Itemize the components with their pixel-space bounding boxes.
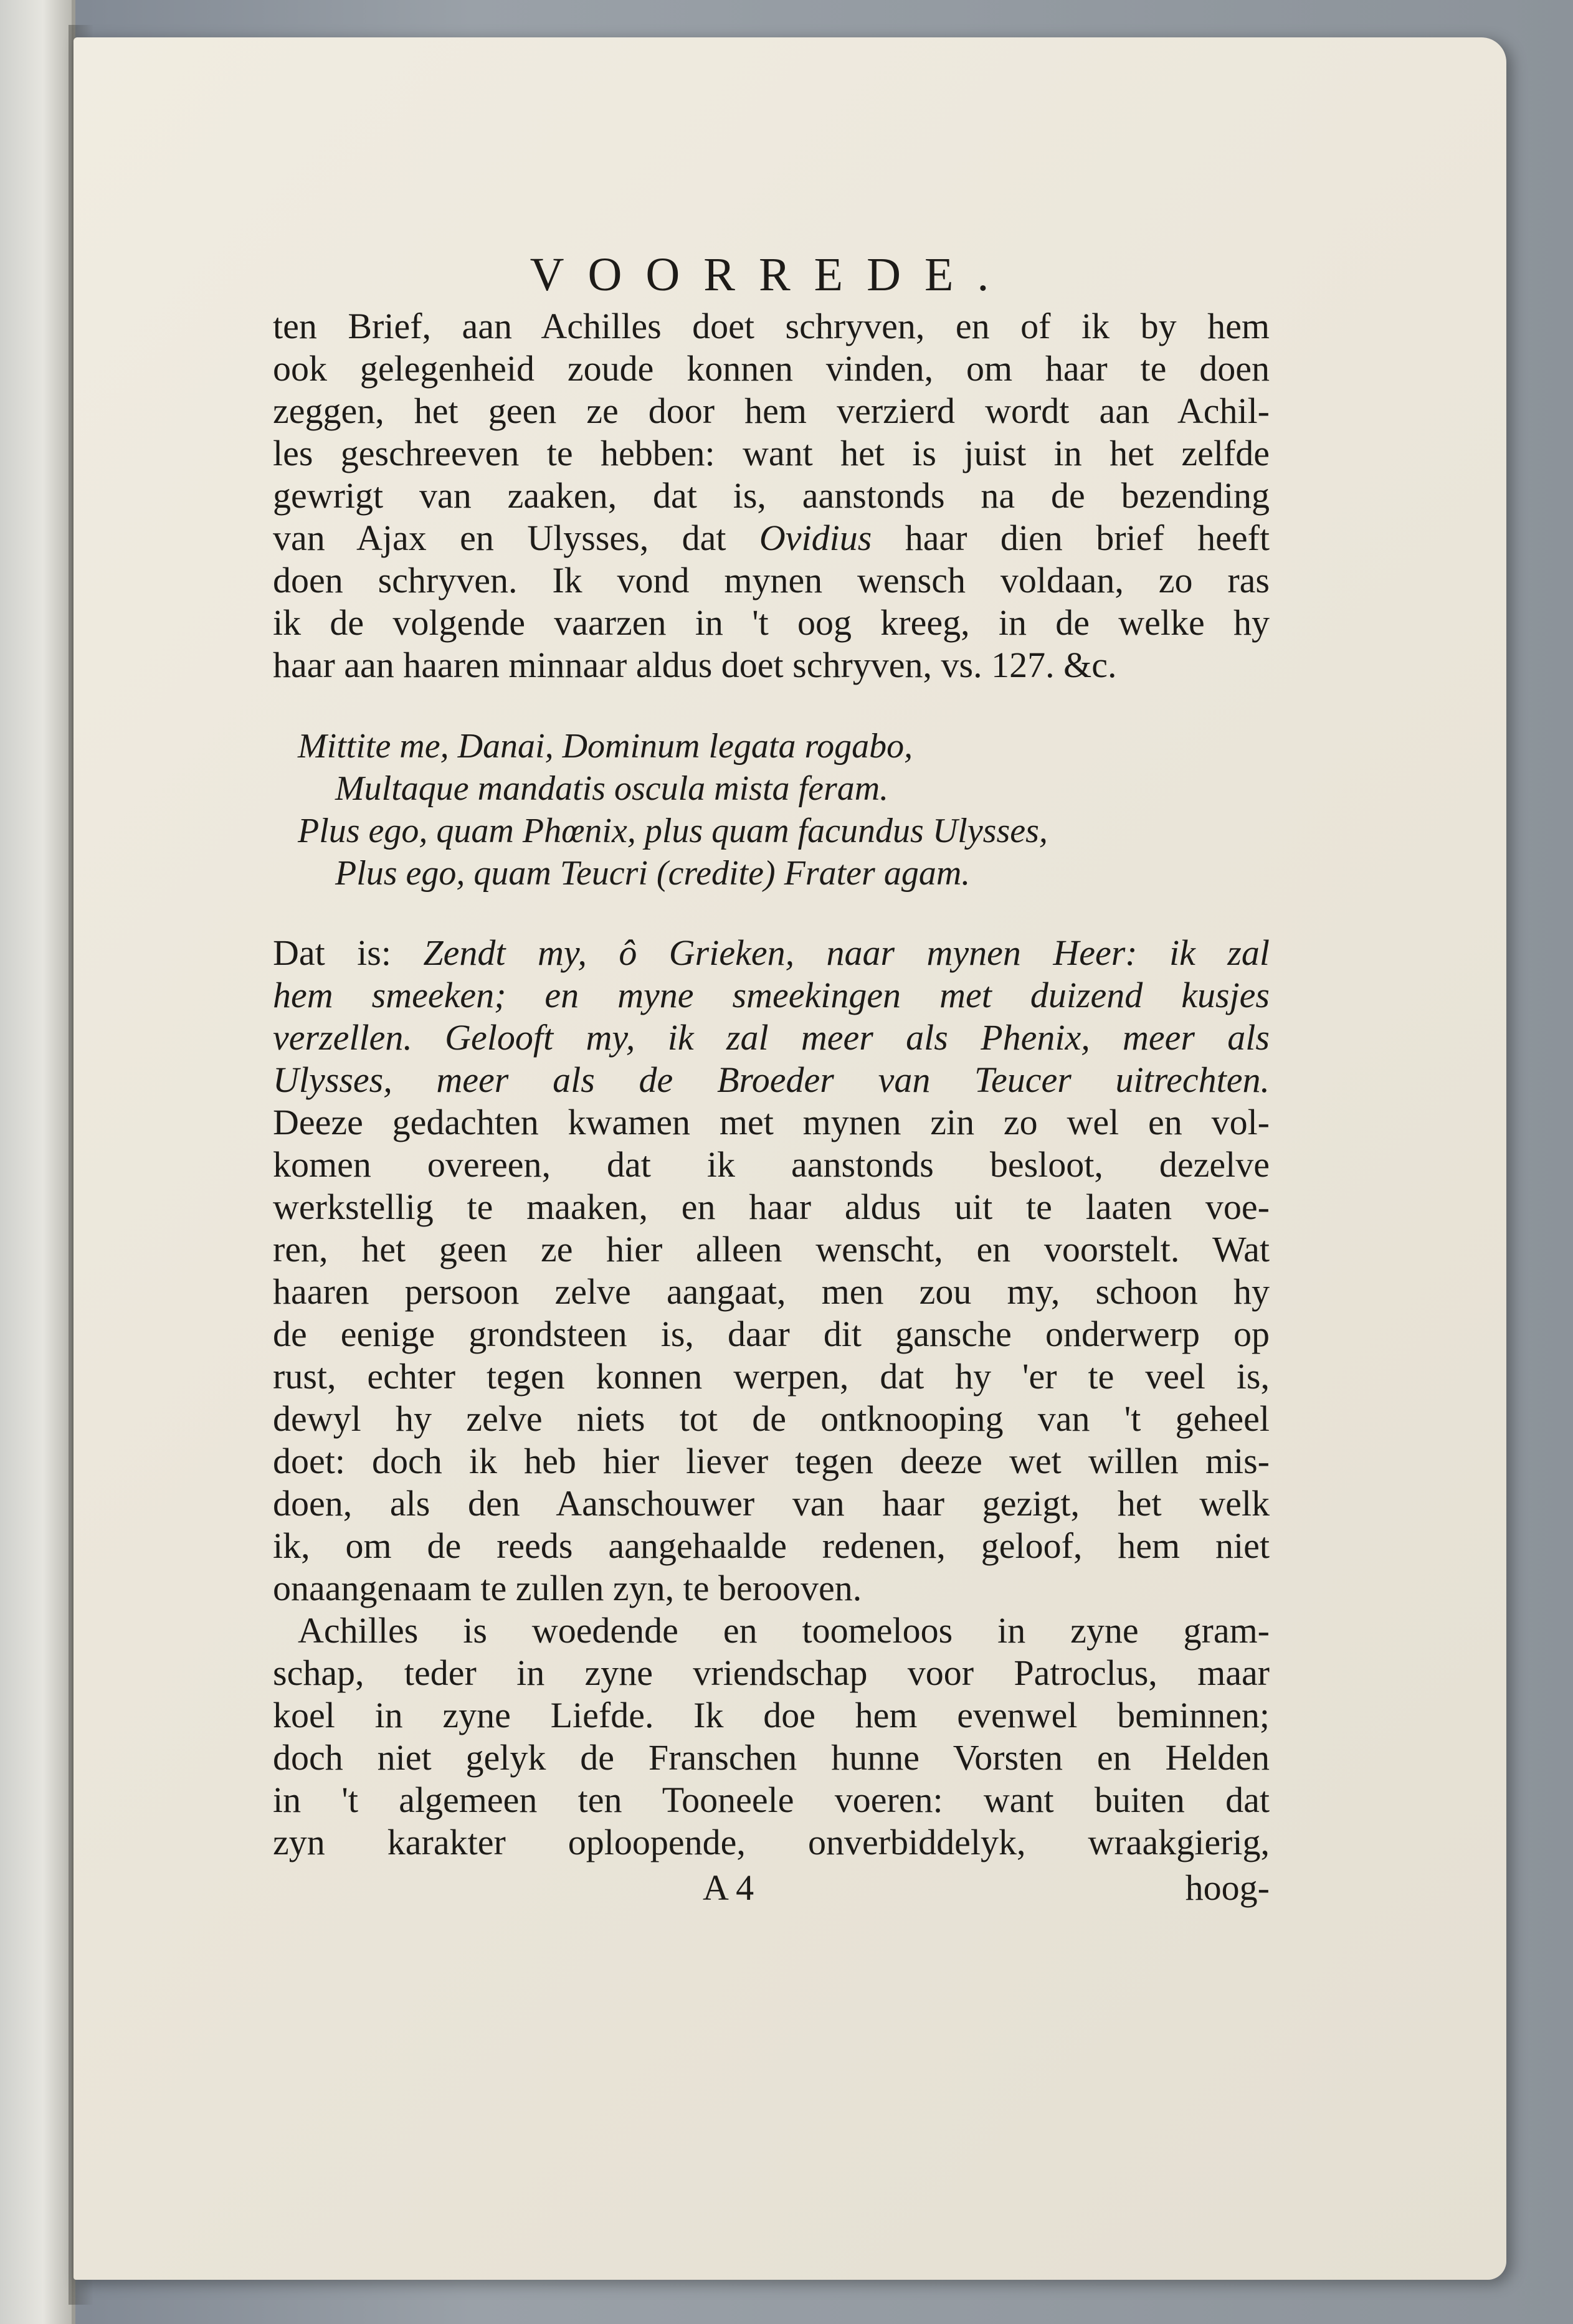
left-page-edge	[0, 0, 75, 2324]
text-line: ik, om de reeds aangehaalde redenen, geloof, hem niet	[273, 1525, 1270, 1566]
text-line: les geschreeven te hebben: want het is juist in het zelfde	[273, 432, 1270, 473]
page-text-area	[273, 249, 1270, 1910]
signature-mark: A 4	[703, 1867, 754, 1908]
verse-line: Multaque mandatis oscula mista feram.	[335, 769, 889, 808]
text-line: zeggen, het geen ze door hem verzierd wordt aan Achil-	[273, 390, 1270, 431]
text-line: zyn karakter oploopende, onverbiddelyk, wraakgierig,	[273, 1821, 1270, 1862]
paragraph-2	[273, 932, 1270, 1610]
text-line: in 't algemeen ten Tooneele voeren: want buiten dat	[273, 1779, 1270, 1820]
running-head: VOORREDE.	[530, 249, 1013, 301]
text-line: rust, echter tegen konnen werpen, dat hy 'er te veel is,	[273, 1355, 1270, 1397]
text-line: Dat is: Zendt my, ô Grieken, naar mynen Heer: ik zal	[273, 932, 1270, 973]
text-line: dewyl hy zelve niets tot de ontknooping van 't geheel	[273, 1398, 1270, 1439]
text-line: de eenige grondsteen is, daar dit gansche onderwerp op	[273, 1313, 1270, 1354]
catchword: hoog-	[1185, 1867, 1270, 1908]
latin-verse-quotation	[298, 725, 1270, 894]
paragraph-3	[273, 1610, 1270, 1864]
text-line: verzellen. Gelooft my, ik zal meer als Phenix, meer als	[273, 1017, 1270, 1058]
paragraph-1	[273, 305, 1270, 686]
book-page	[74, 37, 1506, 2280]
text-line: werkstellig te maaken, en haar aldus uit te laaten voe-	[273, 1186, 1270, 1227]
text-line: ook gelegenheid zoude konnen vinden, om haar te doen	[273, 348, 1270, 389]
text-line: doet: doch ik heb hier liever tegen deeze wet willen mis-	[273, 1440, 1270, 1481]
text-line: onaangenaam te zullen zyn, te berooven.	[273, 1567, 862, 1608]
text-line: hem smeeken; en myne smeekingen met duizend kusjes	[273, 974, 1270, 1015]
text-line: Deeze gedachten kwamen met mynen zin zo wel en vol-	[273, 1101, 1270, 1142]
text-line: ik de volgende vaarzen in 't oog kreeg, in de welke hy	[273, 602, 1270, 643]
page-footer	[273, 1866, 1270, 1910]
text-line: van Ajax en Ulysses, dat Ovidius haar dien brief heeft	[273, 517, 1270, 558]
text-line: doen, als den Aanschouwer van haar gezigt, het welk	[273, 1482, 1270, 1524]
text-line: ren, het geen ze hier alleen wenscht, en voorstelt. Wat	[273, 1228, 1270, 1269]
text-line: schap, teder in zyne vriendschap voor Patroclus, maar	[273, 1652, 1270, 1693]
verse-line: Mittite me, Danai, Dominum legata rogabo,	[298, 726, 913, 766]
text-line: haaren persoon zelve aangaat, men zou my, schoon hy	[273, 1271, 1270, 1312]
text-line: haar aan haaren minnaar aldus doet schryven, vs. 127. &c.	[273, 644, 1117, 685]
verse-line: Plus ego, quam Phœnix, plus quam facundus Ulysses,	[298, 811, 1048, 850]
verse-line: Plus ego, quam Teucri (credite) Frater agam.	[335, 853, 971, 893]
text-line: komen overeen, dat ik aanstonds besloot, dezelve	[273, 1144, 1270, 1185]
text-line: Achilles is woedende en toomeloos in zyne gram-	[298, 1610, 1270, 1651]
text-line: ten Brief, aan Achilles doet schryven, en of ik by hem	[273, 305, 1270, 346]
text-line: doen schryven. Ik vond mynen wensch voldaan, zo ras	[273, 559, 1270, 600]
text-line: doch niet gelyk de Franschen hunne Vorsten en Helden	[273, 1737, 1270, 1778]
text-line: Ulysses, meer als de Broeder van Teucer uitrechten.	[273, 1059, 1270, 1100]
text-line: koel in zyne Liefde. Ik doe hem evenwel beminnen;	[273, 1694, 1270, 1735]
text-line: gewrigt van zaaken, dat is, aanstonds na de bezending	[273, 475, 1270, 516]
